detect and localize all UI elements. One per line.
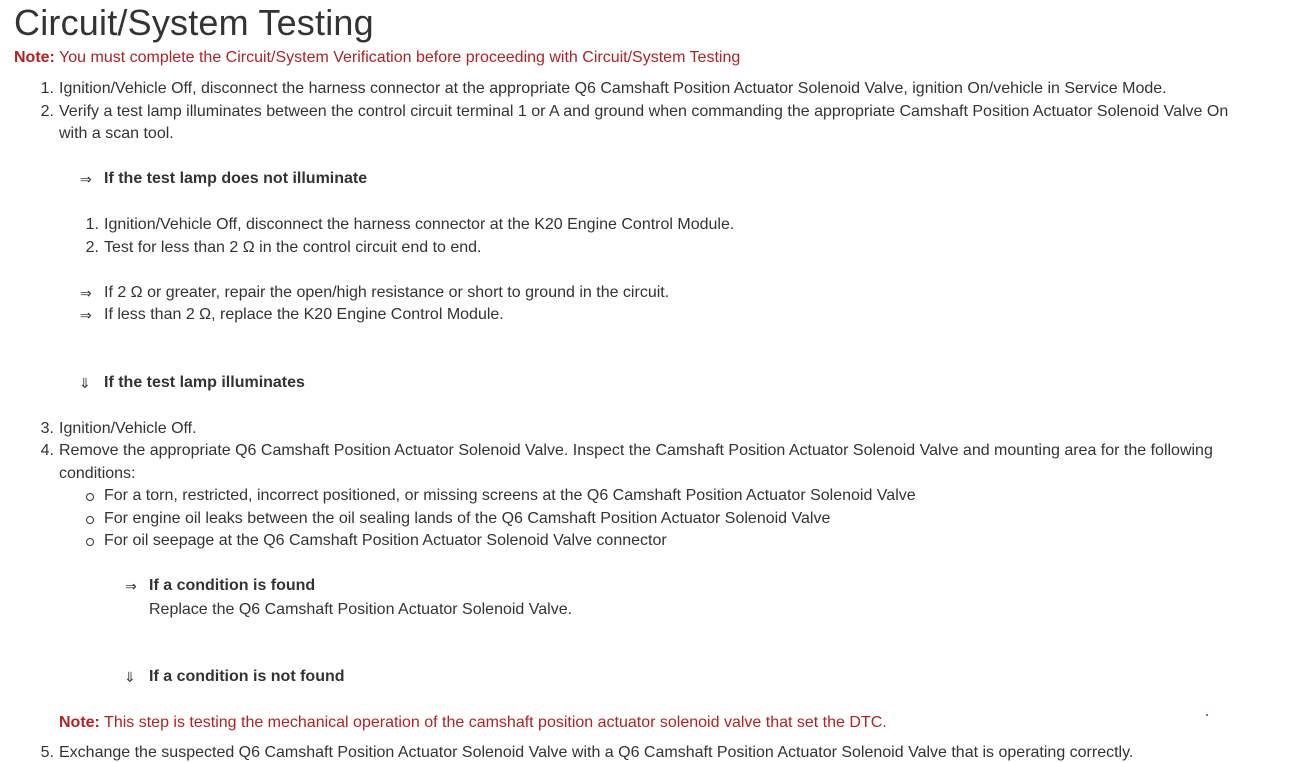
branch-action-text: Replace the Q6 Camshaft Position Actuator Solenoid Valve.	[149, 601, 573, 618]
right-arrow-icon: ⇒	[80, 307, 92, 323]
step-number: 4.	[40, 442, 54, 459]
right-arrow-icon: ⇒	[80, 171, 92, 187]
step-1-text: Ignition/Vehicle Off, disconnect the harness connector at the appropriate Q6 Camshaft Position Actuator Solenoid Valve, ignition On/vehicle in Service Mode.	[59, 80, 1167, 97]
step-number: 5.	[40, 744, 54, 761]
down-arrow-icon: ⇓	[79, 375, 91, 391]
step-number: 1.	[40, 80, 54, 97]
right-arrow-icon: ⇒	[80, 285, 92, 301]
branch-heading: If the test lamp illuminates	[104, 374, 305, 391]
step-4-text: Remove the appropriate Q6 Camshaft Position Actuator Solenoid Valve. Inspect the Camshaft Position Actuator Solenoid Valve and mounting area for the following	[59, 442, 1213, 459]
bullet-icon	[86, 538, 94, 546]
step-4-text-cont: conditions:	[59, 465, 136, 482]
note-text: This step is testing the mechanical operation of the camshaft position actuator solenoid valve that set the DTC.	[99, 714, 887, 731]
note-label: Note:	[14, 49, 55, 66]
bullet-icon	[86, 516, 94, 524]
stray-dot	[1206, 714, 1208, 716]
step-5-text: Exchange the suspected Q6 Camshaft Position Actuator Solenoid Valve with a Q6 Camshaft Position Actuator Solenoid Valve that is operating correctly.	[59, 744, 1134, 761]
branch-heading: If a condition is not found	[149, 668, 345, 685]
step-2-text-cont: with a scan tool.	[59, 125, 174, 142]
mechanical-test-note	[59, 714, 887, 732]
note-label: Note:	[59, 714, 100, 731]
step-3-text: Ignition/Vehicle Off.	[59, 420, 197, 437]
condition-item: For engine oil leaks between the oil sealing lands of the Q6 Camshaft Position Actuator Solenoid Valve	[104, 510, 831, 527]
down-arrow-icon: ⇓	[124, 669, 136, 685]
page-title: Circuit/System Testing	[14, 2, 374, 43]
condition-item: For a torn, restricted, incorrect positioned, or missing screens at the Q6 Camshaft Position Actuator Solenoid Valve	[104, 487, 916, 504]
condition-item: For oil seepage at the Q6 Camshaft Position Actuator Solenoid Valve connector	[104, 532, 667, 549]
substep-1-text: Ignition/Vehicle Off, disconnect the harness connector at the K20 Engine Control Module.	[104, 216, 735, 233]
right-arrow-icon: ⇒	[125, 578, 137, 594]
branch-heading: If a condition is found	[149, 577, 316, 594]
substep-number: 1.	[85, 216, 99, 233]
branch-heading: If the test lamp does not illuminate	[104, 170, 368, 187]
step-2-text: Verify a test lamp illuminates between the control circuit terminal 1 or A and ground when commanding the appropriate Camshaft Position Actuator Solenoid Valve On	[59, 103, 1229, 120]
step-number: 3.	[40, 420, 54, 437]
result-text: If less than 2 Ω, replace the K20 Engine Control Module.	[104, 306, 504, 323]
substep-2-text: Test for less than 2 Ω in the control circuit end to end.	[104, 239, 482, 256]
bullet-icon	[86, 493, 94, 501]
result-text: If 2 Ω or greater, repair the open/high resistance or short to ground in the circuit.	[104, 284, 670, 301]
verification-note	[14, 49, 740, 67]
substep-number: 2.	[85, 239, 99, 256]
note-text: You must complete the Circuit/System Verification before proceeding with Circuit/System Testing	[54, 49, 741, 66]
step-number: 2.	[40, 103, 54, 120]
